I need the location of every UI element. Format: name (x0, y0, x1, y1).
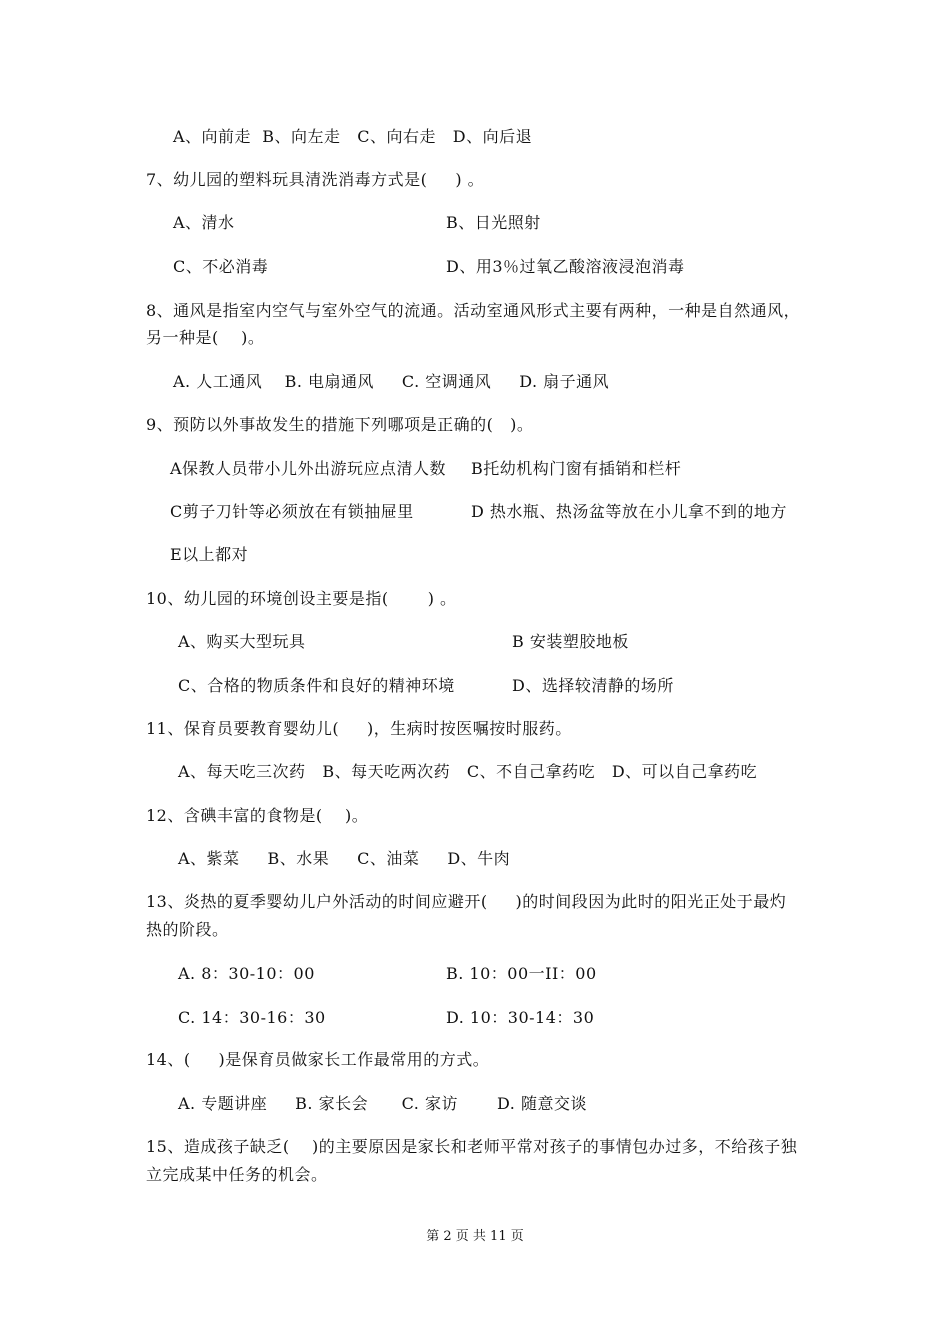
q8-stem-line2: 另一种是( )。 (146, 328, 265, 347)
q9-option-e: E以上都对 (170, 545, 249, 564)
q13-stem-line1: 13、炎热的夏季婴幼儿户外活动的时间应避开( )的时间段因为此时的阳光正处于最灼 (146, 892, 787, 911)
q14-stem: 14、( )是保育员做家长工作最常用的方式。 (146, 1050, 490, 1069)
q10-option-a: A、购买大型玩具 (178, 632, 306, 651)
q10-option-c: C、合格的物质条件和良好的精神环境 (178, 676, 455, 695)
q7-stem: 7、幼儿园的塑料玩具清洗消毒方式是( ) 。 (146, 170, 485, 189)
q7-option-c: C、不必消毒 (173, 257, 269, 276)
q9-option-b: B托幼机构门窗有插销和栏杆 (471, 459, 682, 478)
q10-stem: 10、幼儿园的环境创设主要是指( ) 。 (146, 589, 457, 608)
q14-options: A. 专题讲座 B. 家长会 C. 家访 D. 随意交谈 (178, 1094, 587, 1113)
q7-option-a: A、清水 (173, 213, 235, 232)
q15-stem-line1: 15、造成孩子缺乏( )的主要原因是家长和老师平常对孩子的事情包办过多，不给孩子独 (146, 1137, 798, 1156)
q11-options: A、每天吃三次药 B、每天吃两次药 C、不自己拿药吃 D、可以自己拿药吃 (178, 762, 758, 781)
q9-option-a: A保教人员带小儿外出游玩应点清人数 (170, 459, 447, 478)
q7-option-b: B、日光照射 (446, 213, 541, 232)
q13-option-a: A. 8：30-10：00 (178, 964, 315, 983)
q12-options: A、紫菜 B、水果 C、油菜 D、牛肉 (178, 849, 511, 868)
q7-option-d: D、用3％过氧乙酸溶液浸泡消毒 (446, 257, 685, 276)
q9-option-d: D 热水瓶、热汤盆等放在小儿拿不到的地方 (471, 502, 787, 521)
q13-option-c: C. 14：30-16：30 (178, 1008, 326, 1027)
q12-stem: 12、含碘丰富的食物是( )。 (146, 806, 369, 825)
q9-option-c: C剪子刀针等必须放在有锁抽屉里 (170, 502, 414, 521)
q11-stem: 11、保育员要教育婴幼儿( )，生病时按医嘱按时服药。 (146, 719, 572, 738)
page-number-footer: 第 2 页 共 11 页 (426, 1229, 524, 1244)
q15-stem-line2: 立完成某中任务的机会。 (146, 1165, 328, 1184)
q10-option-d: D、选择较清静的场所 (512, 676, 674, 695)
q6-options: A、向前走 B、向左走 C、向右走 D、向后退 (173, 127, 533, 146)
q13-option-d: D. 10：30-14：30 (446, 1008, 595, 1027)
q8-stem-line1: 8、通风是指室内空气与室外空气的流通。活动室通风形式主要有两种，一种是自然通风， (146, 301, 801, 320)
q13-stem-line2: 热的阶段。 (146, 920, 229, 939)
q8-options: A. 人工通风 B. 电扇通风 C. 空调通风 D. 扇子通风 (173, 372, 610, 391)
q13-option-b: B. 10：00一II：00 (446, 964, 597, 983)
q9-stem: 9、预防以外事故发生的措施下列哪项是正确的( )。 (146, 415, 534, 434)
q10-option-b: B 安装塑胶地板 (512, 632, 629, 651)
